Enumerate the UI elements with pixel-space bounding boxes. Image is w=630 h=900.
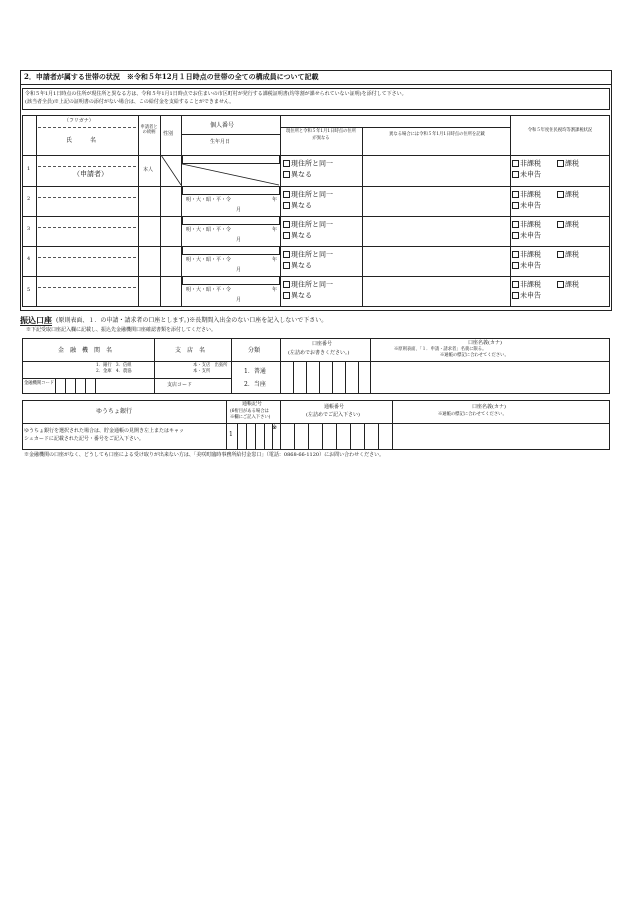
not-declared-checkbox-4[interactable]: 未申告: [512, 262, 541, 270]
holder-header: 口座名義(カナ): [468, 340, 502, 346]
addr-diff-checkbox-2[interactable]: 異なる: [283, 202, 312, 210]
row-number-4: 4: [27, 256, 31, 262]
addr-same-checkbox-2[interactable]: 現住所と同一: [283, 191, 333, 199]
id-number-input-2[interactable]: [182, 186, 280, 195]
yucho-instruction-1: ゆうちょ銀行を選択された場合は、貯金通帳の見開き左上またはキャッ: [24, 428, 185, 434]
not-declared-checkbox-1[interactable]: 未申告: [512, 171, 541, 179]
row-number-2: 2: [27, 196, 31, 202]
bank-code-label: 金融機関コード: [24, 381, 55, 386]
era-options-4: 明・大・昭・平・令: [186, 257, 232, 263]
branch-type-options-2: 本・支所: [193, 369, 211, 374]
branch-type-options-1: 本・支店 出張所: [193, 363, 228, 368]
yucho-instruction-2: シュカードに記載された記号・番号をご記入下さい。: [24, 436, 144, 442]
id-number-input-3[interactable]: [182, 216, 280, 225]
jan1-header: 現住所と令和５年1月1日時点の住所が異なる: [286, 129, 356, 141]
row-number-3: 3: [27, 226, 31, 232]
yucho-number-note: (左詰めでご記入下さい): [306, 412, 360, 418]
gender-strike-1: [161, 155, 182, 186]
not-declared-checkbox-3[interactable]: 未申告: [512, 232, 541, 240]
era-options-3: 明・大・昭・平・令: [186, 227, 232, 233]
addr-same-checkbox-5[interactable]: 現住所と同一: [283, 281, 333, 289]
addr-diff-checkbox-3[interactable]: 異なる: [283, 232, 312, 240]
transfer-note: ※下記受取口座記入欄に記載し、振込先金融機関口座確認書類を添付してください。: [26, 327, 217, 333]
non-taxed-checkbox-3[interactable]: 非課税: [512, 221, 541, 229]
holder-note-2: ※通帳の標記に合わせてください。: [440, 353, 509, 358]
non-taxed-checkbox-4[interactable]: 非課税: [512, 251, 541, 259]
bank-type-options-2: 2．金庫 4．農協: [96, 369, 132, 374]
branch-code-label: 支店コード: [167, 382, 193, 388]
household-table: [22, 115, 610, 307]
month-unit-5: 月: [236, 297, 242, 303]
yucho-symbol-prefix: 1: [229, 431, 233, 438]
year-unit-4: 年: [272, 257, 278, 263]
account-number-note: (左詰めでお書きください。): [288, 350, 350, 356]
taxed-checkbox-3[interactable]: 課税: [557, 221, 579, 229]
id-number-input-4[interactable]: [182, 246, 280, 255]
holder-note-1: ※原則表面、「１．申請・請求者」名義に限る。: [394, 347, 487, 352]
month-unit-2: 月: [236, 207, 242, 213]
yucho-holder-header: 口座名義(カナ): [472, 404, 506, 410]
section2-title: 2．申請者が属する世帯の状況 ※令和５年12月１日時点の世帯の全ての構成員について記載: [24, 72, 319, 81]
taxed-checkbox-5[interactable]: 課税: [557, 281, 579, 289]
month-unit-4: 月: [236, 267, 242, 273]
bank-type-options-1: 1．銀行 3．信組: [96, 363, 132, 368]
year-unit-2: 年: [272, 197, 278, 203]
non-taxed-checkbox-2[interactable]: 非課税: [512, 191, 541, 199]
non-taxed-checkbox-5[interactable]: 非課税: [512, 281, 541, 289]
transfer-title: 振込口座: [20, 315, 52, 325]
taxed-checkbox-2[interactable]: 課税: [557, 191, 579, 199]
tax-status-header: 令和５年度住民税均等割課税状況: [527, 128, 593, 133]
id-number-header: 個人番号: [210, 122, 235, 129]
account-number-header: 口座番号: [312, 341, 333, 347]
addr-diff-checkbox-4[interactable]: 異なる: [283, 262, 312, 270]
year-unit-5: 年: [272, 287, 278, 293]
footer-note: ※金融機関の口座がなく、どうしても口座による受け取りが出来ない方は、「美咲町臨時事務所給付金窓口」（電話：0868-66-1120）にお問い合わせください。: [24, 452, 385, 458]
yucho-symbol-note-2: ※欄にご記入下さい): [230, 415, 271, 420]
month-unit-3: 月: [236, 237, 242, 243]
notice-line-2: (該当者全員)※上記の証明書の添付がない場合は、この給付金を支給することができません。: [25, 99, 235, 105]
applicant-relation: 本人: [143, 167, 154, 173]
yucho-symbol-header: 通帳記号: [242, 401, 263, 407]
relation-header: 申請者との続柄: [140, 125, 158, 136]
type-futsu[interactable]: 1．普通: [244, 368, 266, 375]
yucho-symbol-note-1: (6桁目がある場合は: [230, 409, 269, 414]
taxed-checkbox-4[interactable]: 課税: [557, 251, 579, 259]
not-declared-checkbox-2[interactable]: 未申告: [512, 202, 541, 210]
addr-same-checkbox-1[interactable]: 現住所と同一: [283, 160, 333, 168]
non-taxed-checkbox-1[interactable]: 非課税: [512, 160, 541, 168]
notice-line-1: 令和５年1月1日時点の住所が現住所と異なる方は、令和５年1月1日時点でお住まいの市区町村が発行する課税証明書(均等割が課せられていない証明)を添付して下さい。: [25, 91, 407, 97]
row-number-1: 1: [27, 166, 31, 172]
taxed-checkbox-1[interactable]: 課税: [557, 160, 579, 168]
yucho-star-mark: ※: [272, 424, 278, 431]
yucho-holder-note: ※通帳の標記に合わせてください。: [438, 412, 507, 417]
gender-header: 性別: [163, 131, 174, 137]
furigana-header: （フリガナ）: [64, 118, 94, 124]
year-unit-3: 年: [272, 227, 278, 233]
not-declared-checkbox-5[interactable]: 未申告: [512, 292, 541, 300]
id-number-input-5[interactable]: [182, 276, 280, 285]
addr-same-checkbox-3[interactable]: 現住所と同一: [283, 221, 333, 229]
addr-diff-checkbox-5[interactable]: 異なる: [283, 292, 312, 300]
yucho-number-header: 通帳番号: [324, 404, 345, 410]
era-options-5: 明・大・昭・平・令: [186, 287, 232, 293]
birthdate-header: 生年月日: [210, 139, 231, 145]
row-number-5: 5: [27, 287, 31, 293]
birth-strike-1: [182, 164, 280, 186]
transfer-title-suffix: (原則表面、１．の申請・請求者の口座とします。)※長期間入出金のない口座を記入しないで下さい。: [56, 317, 328, 324]
id-number-input-1[interactable]: [182, 155, 280, 164]
applicant-label: （申請者）: [73, 170, 108, 178]
type-toza[interactable]: 2．当座: [244, 381, 266, 388]
bank-name-header: 金 融 機 関 名: [58, 347, 113, 354]
branch-name-header: 支 店 名: [175, 347, 206, 354]
category-header: 分類: [248, 347, 261, 354]
name-header: 氏 名: [66, 137, 97, 144]
era-options-2: 明・大・昭・平・令: [186, 197, 232, 203]
addr-diff-checkbox-1[interactable]: 異なる: [283, 171, 312, 179]
jan1-address-header: 異なる場合には令和５年1月1日時点の住所を記載: [389, 132, 485, 137]
addr-same-checkbox-4[interactable]: 現住所と同一: [283, 251, 333, 259]
yucho-title: ゆうちょ銀行: [96, 408, 133, 415]
